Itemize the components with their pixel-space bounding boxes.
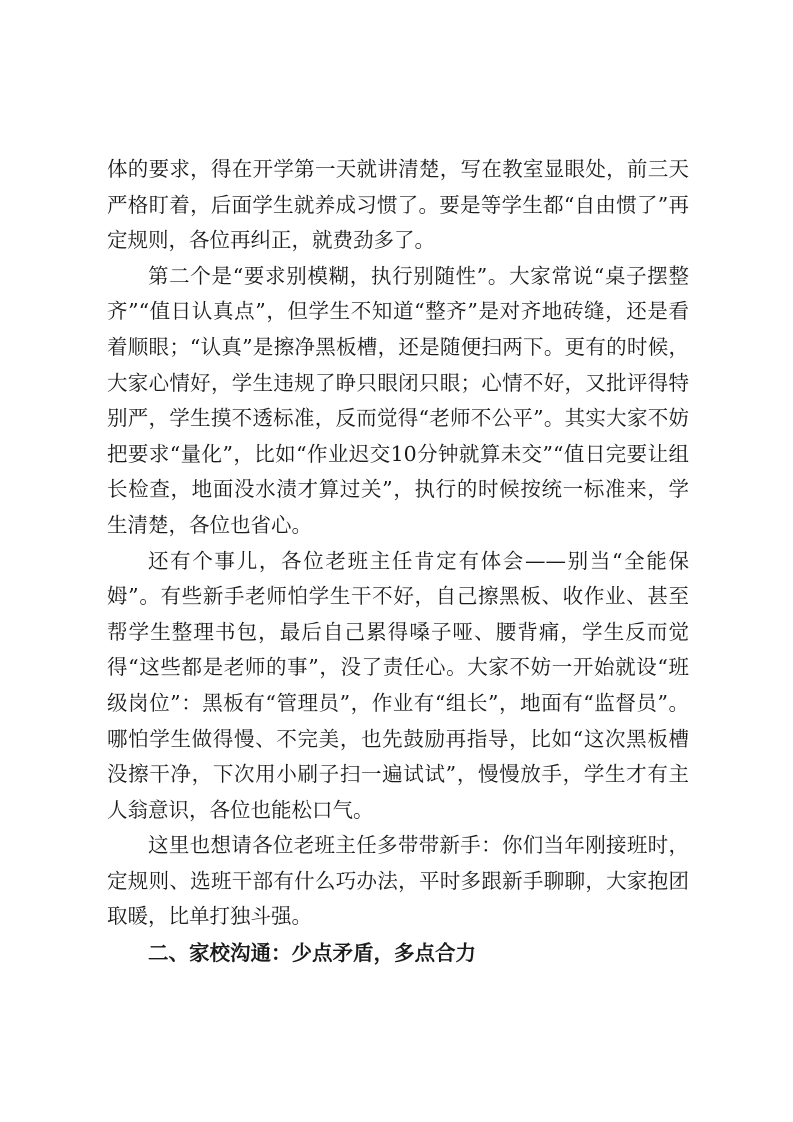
document-body [107, 152, 689, 971]
paragraph-mentor-newcomers: 这里也想请各位老班主任多带带新手：你们当年刚接班时，定规则、选班干部有什么巧办法，平时多跟新手聊聊，大家抱团取暖，比单打独斗强。 [107, 833, 689, 929]
paragraph-second-point: 第二个是“要求别模糊，执行别随性”。大家常说“桌子摆整齐”“值日认真点”，但学生不知道“整齐”是对齐地砖缝，还是看着顺眼；“认真”是擦净黑板槽，还是随便扫两下。更有的时候，大家心情好，学生违规了睁只眼闭只眼；心情不好，又批评得特别严，学生摸不透标准，反而觉得“老师不公平”。其实大家不妨把要求“量化”，比如“作业迟交10分钟就算未交”“值日完要让组长检查，地面没水渍才算过关”，执行的时候按统一标准来，学生清楚，各位也省心。 [107, 263, 689, 537]
paragraph-not-nanny: 还有个事儿，各位老班主任肯定有体会——别当“全能保姆”。有些新手老师怕学生干不好，自己擦黑板、收作业、甚至帮学生整理书包，最后自己累得嗓子哑、腰背痛，学生反而觉得“这些都是老师的事”，没了责任心。大家不妨一开始就设“班级岗位”：黑板有“管理员”，作业有“组长”，地面有“监督员”。哪怕学生做得慢、不完美，也先鼓励再指导，比如“这次黑板槽没擦干净，下次用小刷子扫一遍试试”，慢慢放手，学生才有主人翁意识，各位也能松口气。 [107, 548, 689, 822]
paragraph-continued: 体的要求，得在开学第一天就讲清楚，写在教室显眼处，前三天严格盯着，后面学生就养成习惯了。要是等学生都“自由惯了”再定规则，各位再纠正，就费劲多了。 [107, 157, 689, 253]
section-heading-home-school: 二、家校沟通：少点矛盾，多点合力 [148, 941, 476, 966]
